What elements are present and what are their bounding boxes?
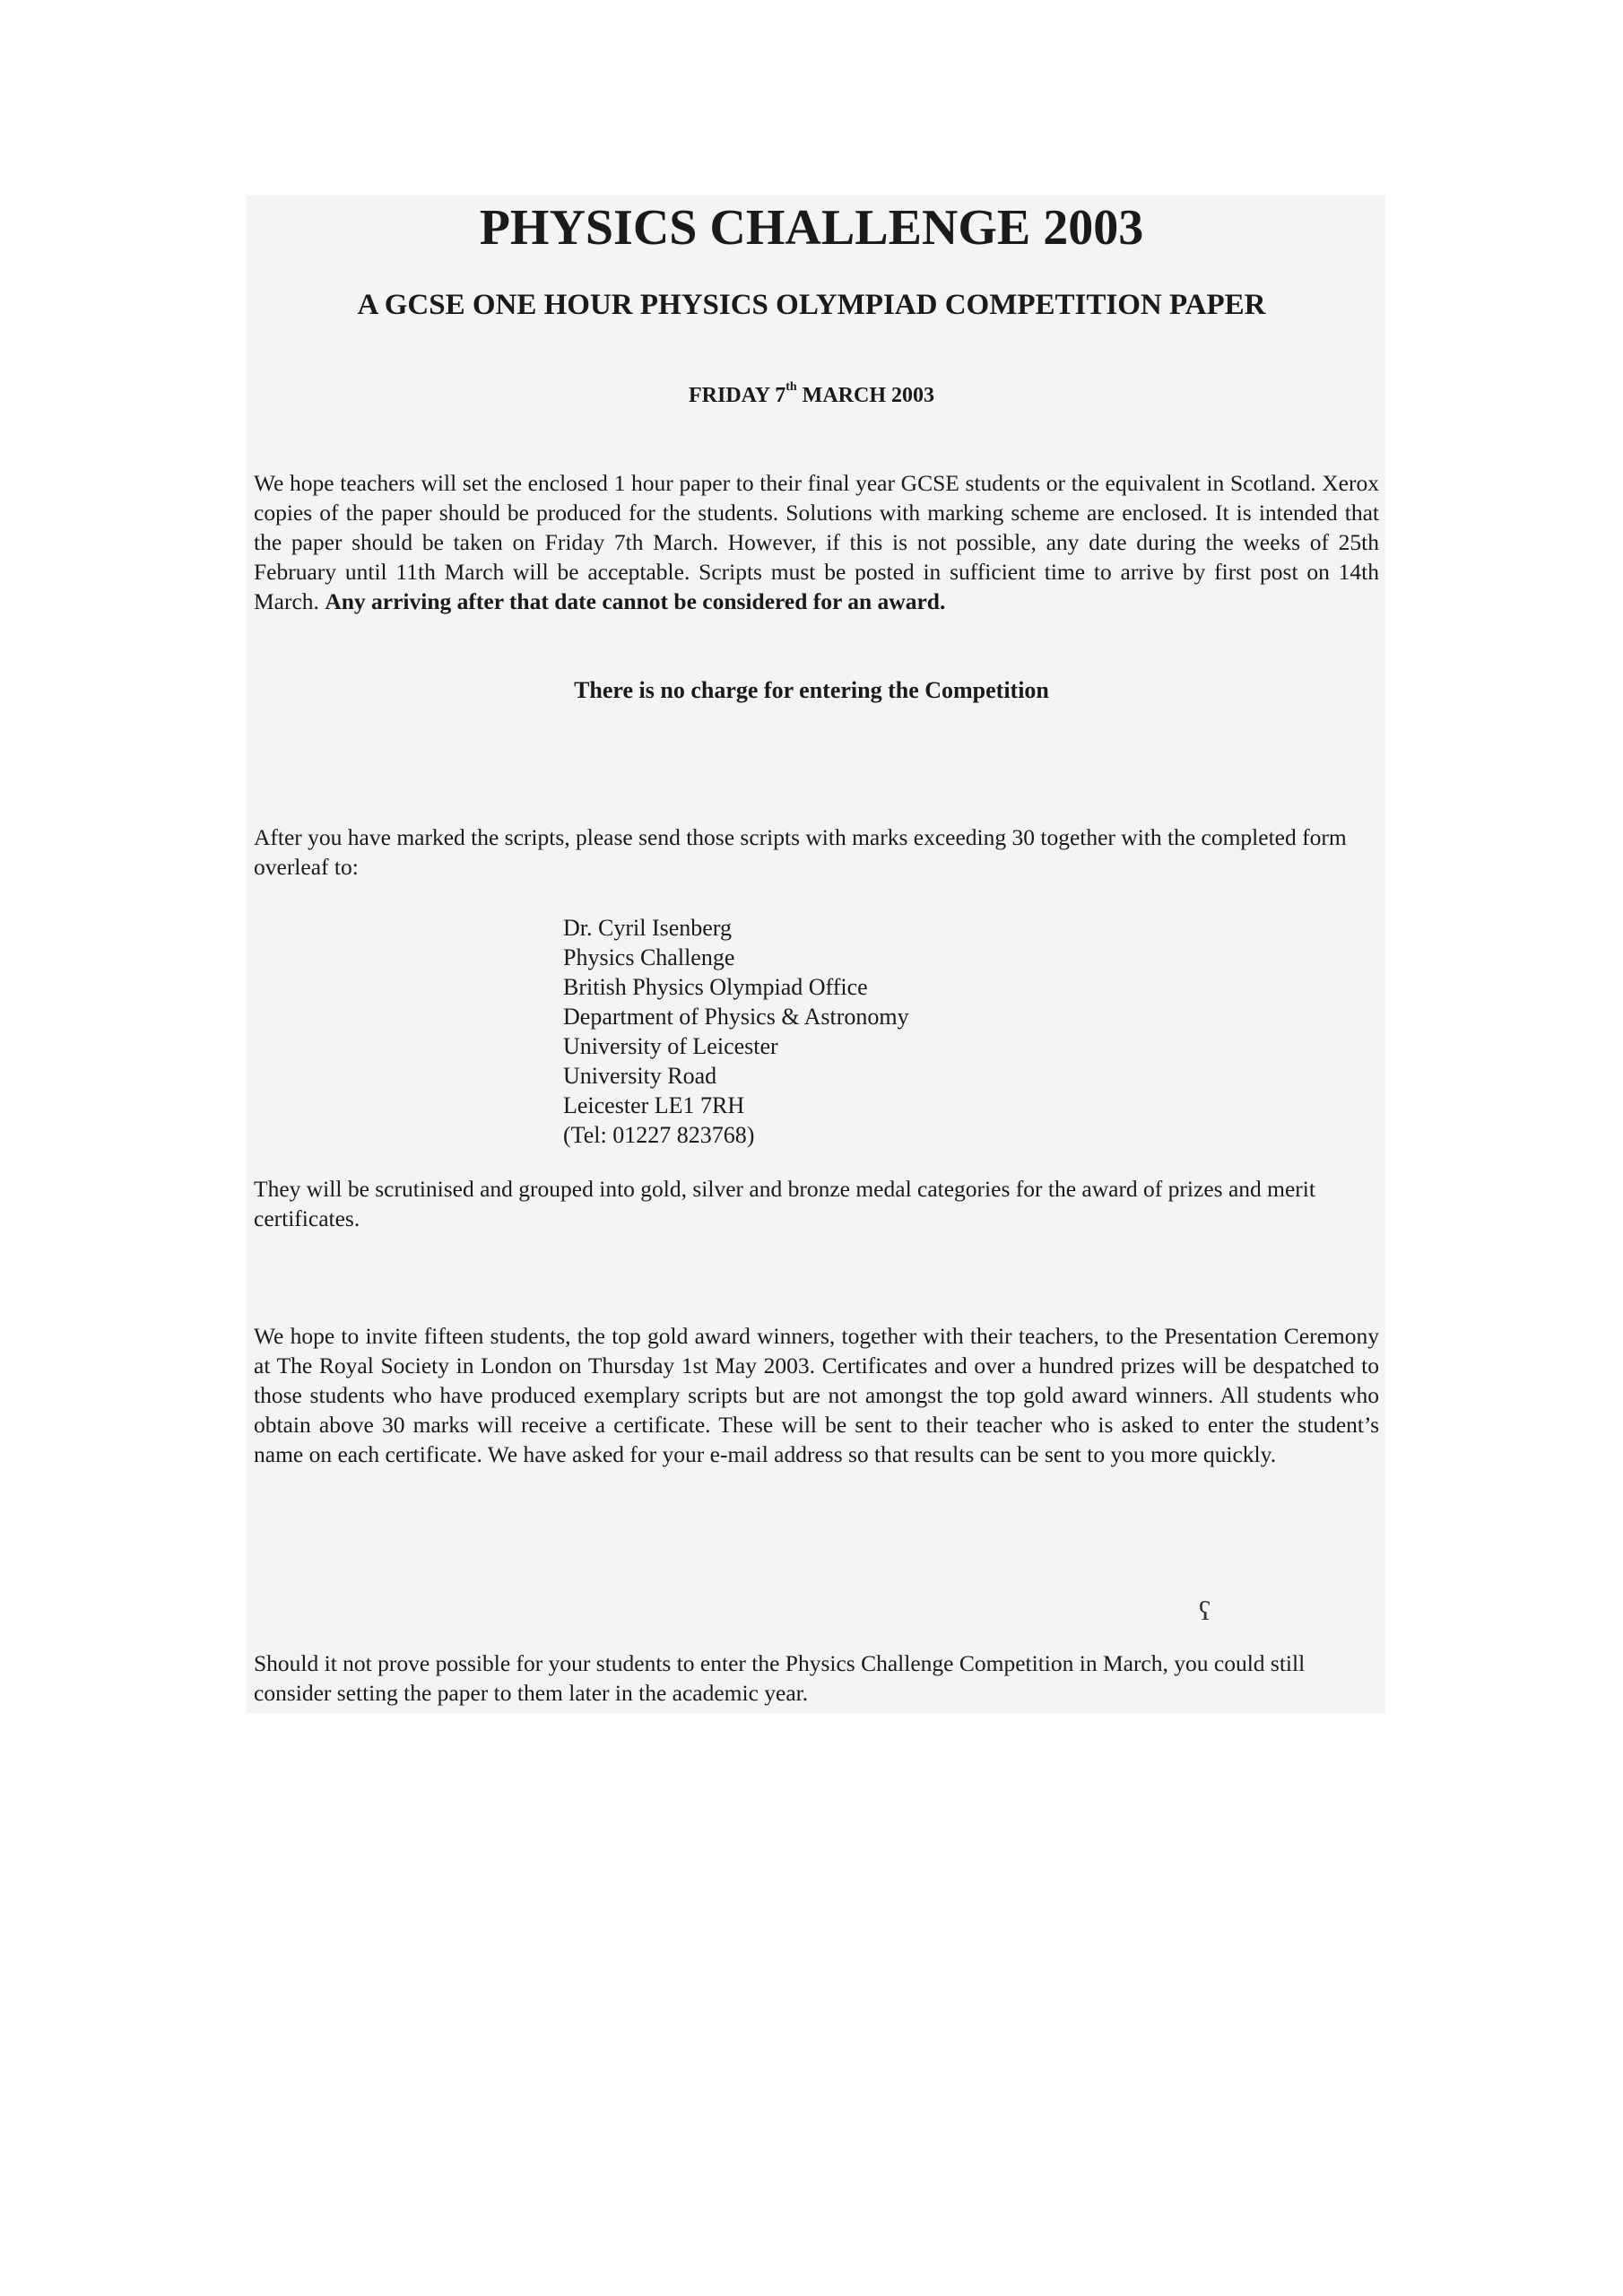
address-line: University Road [563,1063,717,1089]
intro-text: We hope teachers will set the enclosed 1 hour paper to their final year GCSE students or the equivalent in Scotland. Xerox copies of the paper should be produced for the students. Solutions with marking scheme are enclosed. It is intended that the paper should be taken on Friday 7th March. However, if this is not possible, any date during the weeks of 25th February until 11th March will be acceptable. Scripts must be posted in sufficient time to arrive by first post on 14th March. [254,470,1379,614]
scrutiny-paragraph: They will be scrutinised and grouped into gold, silver and bronze medal categories for the award of prizes and merit certificates. [254,1176,1315,1231]
address-line: University of Leicester [563,1033,778,1059]
date-month-year: MARCH 2003 [796,384,934,407]
address-line: Department of Physics & Astronomy [563,1004,909,1030]
closing-paragraph: Should it not prove possible for your students to enter the Physics Challenge Competition in March, you could still consider setting the paper to them later in the academic year. [254,1650,1306,1706]
intro-paragraph [254,468,1379,616]
ceremony-paragraph: We hope to invite fifteen students, the top gold award winners, together with their teachers, to the Presentation Ceremony at The Royal Society in London on Thursday 1st May 2003. Certificates and over a hundred prizes will be despatched to those students who have produced exemplary scripts but are not amongst the top gold award winners. All students who obtain above 30 marks will receive a certificate. These will be sent to their teacher who is asked to enter the student’s name on each certificate. We have asked for your e-mail address so that results can be sent to you more quickly. [254,1323,1379,1467]
stray-scan-mark: ʕ [1199,1596,1211,1626]
postal-address [563,913,909,1150]
address-line: Physics Challenge [563,944,735,970]
no-charge-notice: There is no charge for entering the Competition [574,677,1049,703]
date-prefix: FRIDAY 7 [688,384,786,407]
submission-instructions: After you have marked the scripts, please send those scripts with marks exceeding 30 together with the completed form overleaf to: [254,824,1347,880]
address-line: Dr. Cyril Isenberg [563,915,732,941]
page-title: PHYSICS CHALLENGE 2003 [479,200,1144,256]
intro-deadline-warning: Any arriving after that date cannot be considered for an award. [325,588,946,614]
competition-date [0,380,1623,408]
address-line: (Tel: 01227 823768) [563,1122,755,1148]
address-line: British Physics Olympiad Office [563,974,868,1000]
address-line: Leicester LE1 7RH [563,1092,745,1118]
date-suffix-ordinal: th [785,380,797,394]
page-subtitle: A GCSE ONE HOUR PHYSICS OLYMPIAD COMPETITION PAPER [357,289,1266,321]
